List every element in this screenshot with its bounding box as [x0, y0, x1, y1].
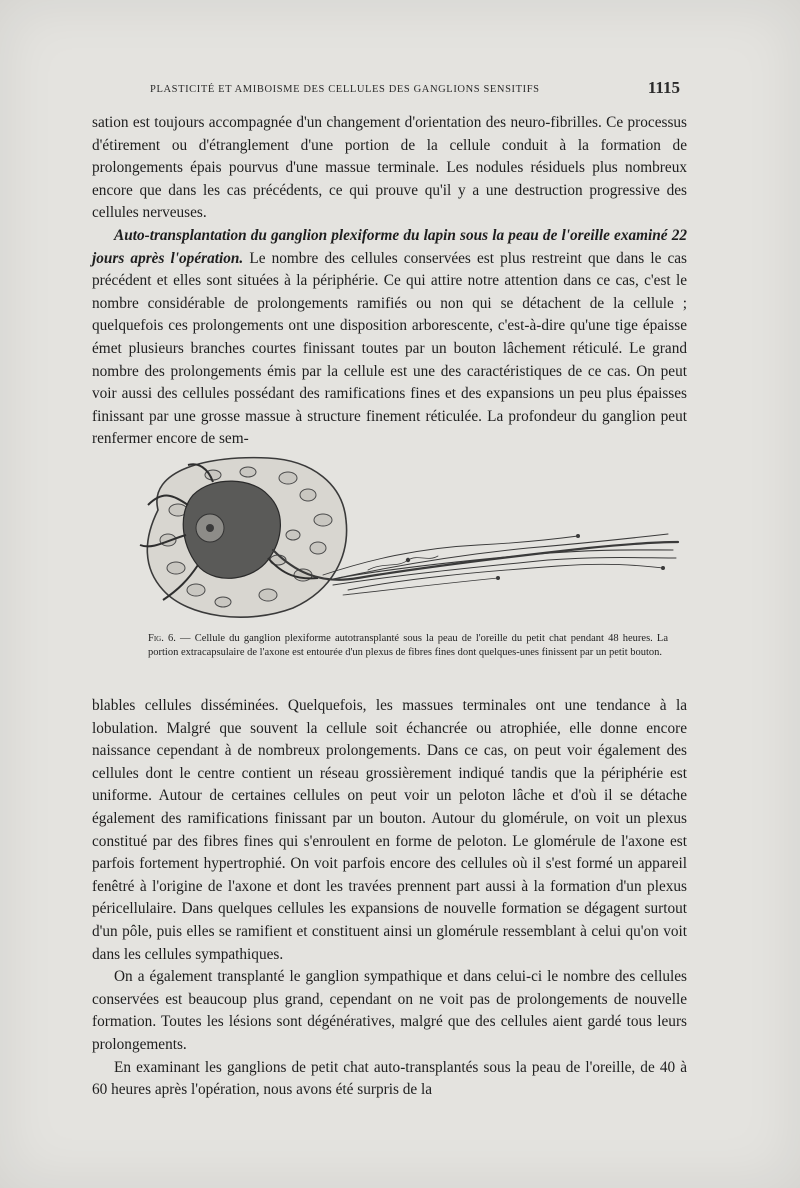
paragraph [92, 225, 687, 451]
paragraph-text: Le nombre des cellules conservées est plus restreint que dans le cas précédent et elles sont situées à la périphérie. Ce qui attire notre attention dans ce cas, c'est le nombre considérable de prolongements ramifiés ou non qui se détachent de la cellule ; quelquefois ces prolongements ont une disposition arborescente, c'est-à-dire qu'une tige épaisse émet plusieurs branches courtes finissant toutes par un bouton lâchement réticulé. Le grand nombre des prolongements émis par la cellule est une des caractéristiques de ce cas. On peut voir aussi des cellules possédant des ramifications fines et des expansions un peu plus épaisses finissant par une grosse massue à structure finement réticulée. La profondeur du ganglion peut renfermer encore de sem- [92, 249, 688, 448]
body-text-top [92, 112, 687, 451]
body-text-bottom [92, 695, 687, 1102]
nucleolus [206, 524, 214, 532]
page-number: 1115 [647, 78, 680, 97]
figure-label: Fig. 6. [148, 633, 176, 644]
section-heading-italic: Auto-transplantation du ganglion plexiforme du lapin sous la peau de l'oreille examiné 22 jours après l'opération. [92, 226, 687, 267]
running-head: PLASTICITÉ ET AMIBOISME DES CELLULES DES GANGLIONS SENSITIFS [150, 84, 540, 95]
paragraph: On a également transplanté le ganglion sympathique et dans celui-ci le nombre des cellules conservées est beaucoup plus grand, cependant on ne voit pas de prolongements de nouvelle formation. Toutes les lésions sont dégénératives, malgré que des cellules aient gardé tous leurs prolongements. [92, 968, 687, 1053]
paragraph: sation est toujours accompagnée d'un changement d'orientation des neuro-fibrilles. Ce processus d'étirement ou d'étranglement d'une portion de la cellule conduit à la formation de prolongements épais pourvus d'une massue terminale. Les nodules résiduels plus nombreux encore que dans les cas précédents, ce qui prouve qu'il y a une destruction progressive des cellules nerveuses. [92, 114, 687, 222]
figure-caption-text: — Cellule du ganglion plexiforme autotransplanté sous la peau de l'oreille du petit chat pendant 48 heures. La portion extracapsulaire de l'axone est entourée d'un plexus de fibres fines dont quelques-unes finissent par un petit bouton. [148, 633, 668, 659]
paragraph: blables cellules disséminées. Quelquefois, les massues terminales ont une tendance à la lobulation. Malgré que souvent la cellule soit échancrée ou atrophiée, elle donne encore naissance cependant à de nombreux prolongements. Dans ce cas, on peut voir également des cellules dont le centre contient un réseau grossièrement indiqué tandis que la périphérie est uniforme. Autour de certaines cellules on peut voir un peloton lâche et d'où il se détache également des ramifications finissant par un bouton. Autour du glomérule, on voit un plexus constitué par des fibres fines qui s'enroulent en forme de peloton. Le glomérule de l'axone est parfois fortement hypertrophié. On voit parfois encore des cellules où il s'est formé un appareil fenêtré à l'origine de l'axone et dont les travées prennent part aussi à la formation d'un plexus péricellulaire. Dans quelques cellules les expansions de nouvelle formation se dégagent surtout d'un pôle, puis elles se ramifient et constituent ainsi un glomérule ressemblant à celui qu'on voit dans les cellules sympathiques. [92, 697, 687, 963]
neuron-drawing [118, 450, 683, 630]
figure-caption [148, 632, 668, 661]
paragraph: En examinant les ganglions de petit chat auto-transplantés sous la peau de l'oreille, de 40 à 60 heures après l'opération, nous avons été surpris de la [92, 1058, 687, 1099]
figure-illustration [118, 450, 683, 630]
page-header [150, 78, 680, 102]
